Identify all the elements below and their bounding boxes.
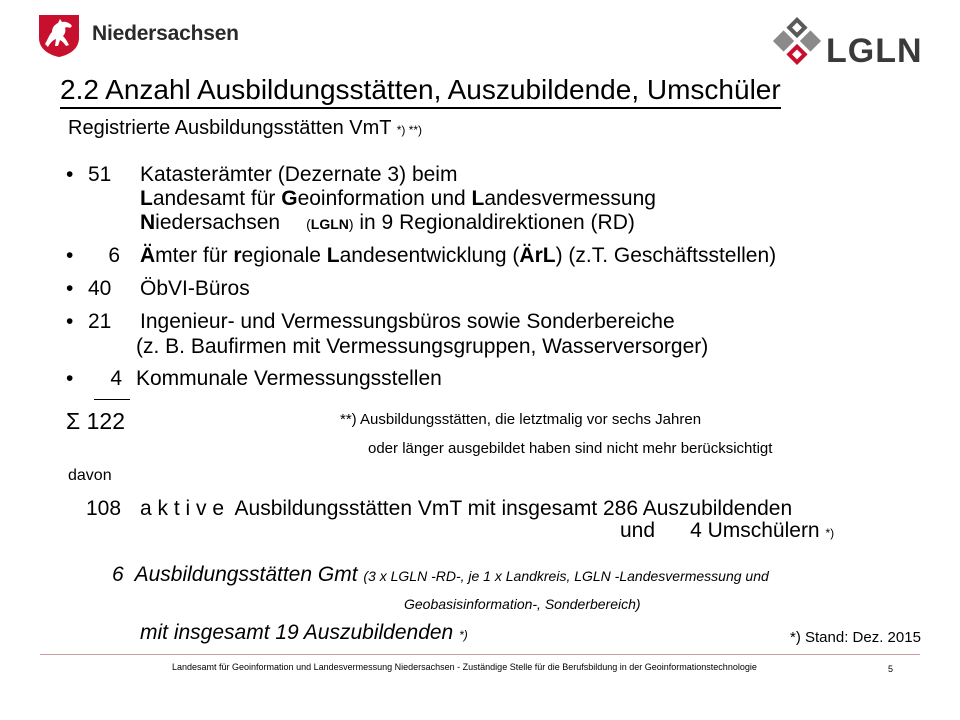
bold-letter: G: [281, 187, 298, 210]
active-umschueler: 4 Umschülern: [690, 519, 820, 542]
item-text: Ingenieur- und Vermessungsbüros sowie Sonderbereiche: [140, 310, 675, 333]
page-number: 5: [888, 664, 894, 674]
bold-letter: N: [140, 211, 156, 234]
bold-letter: Ä: [140, 244, 156, 267]
text-segment: andesentwicklung (: [339, 244, 520, 267]
text-segment: andesvermessung: [484, 187, 656, 210]
gmt-line: [112, 562, 769, 589]
item-text-line2: [140, 186, 656, 212]
gmt-detail: (3 x LGLN -RD-, je 1 x Landkreis, LGLN -Landesvermessung und: [363, 568, 769, 584]
slide-title: 2.2 Anzahl Ausbildungsstätten, Auszubildende, Umschüler: [60, 74, 781, 109]
bold-letter: L: [326, 244, 340, 267]
stand-note: *) Stand: Dez. 2015: [790, 629, 921, 646]
subtitle: [68, 116, 422, 142]
active-and: und: [620, 519, 656, 542]
text-segment: andesamt für: [152, 187, 282, 210]
paren-open: (: [306, 216, 311, 232]
item-number: 51: [88, 163, 112, 186]
active-description: Ausbildungsstätten VmT mit insgesamt 286 Auszubildenden: [234, 497, 793, 520]
bullet-dot: •: [66, 310, 74, 333]
gmt-trainees-text: mit insgesamt 19 Auszubildenden: [140, 621, 454, 644]
bold-abbrev: ÄrL: [519, 244, 556, 267]
bold-letter: r: [233, 244, 242, 267]
lgln-cube-logo-icon: [770, 14, 824, 68]
gmt-detail-line2: Geobasisinformation-, Sonderbereich): [404, 596, 641, 612]
lgln-logo-text: LGLN: [826, 32, 923, 70]
item-number: 40: [88, 277, 112, 300]
text-segment: eoinformation und: [297, 187, 472, 210]
active-marker: *): [825, 526, 835, 540]
subtitle-marker: *) **): [396, 123, 423, 137]
bullet-dot: •: [66, 367, 74, 390]
item-text: [140, 243, 776, 269]
paren-close: ): [348, 216, 354, 232]
bullet-dot: •: [66, 277, 74, 300]
abbrev-lgln: LGLN: [310, 216, 349, 232]
text-segment: egionale: [241, 244, 327, 267]
item-text-line3: [140, 210, 635, 237]
text-segment: mter für: [155, 244, 234, 267]
note-double-star: [340, 410, 701, 430]
active-line2: [620, 518, 834, 546]
subtitle-text: Registrierte Ausbildungsstätten VmT: [68, 117, 392, 139]
bold-letter: L: [471, 187, 485, 210]
brand-name: Niedersachsen: [92, 22, 239, 45]
sum-total: [66, 408, 125, 434]
gmt-marker: *): [459, 628, 468, 642]
text-segment: iedersachsen: [155, 211, 281, 234]
item-number: 4: [110, 367, 122, 390]
bullet-dot: •: [66, 163, 74, 186]
footer-text: Landesamt für Geoinformation und Landesvermessung Niedersachsen - Zuständige Stelle für die Berufsbildung in der Geoinformationstechnologie: [172, 662, 757, 672]
gmt-text: Ausbildungsstätten Gmt: [134, 563, 358, 586]
footer-divider: [40, 654, 920, 655]
item-text-line2: (z. B. Baufirmen mit Vermessungsgruppen, Wasserversorger): [136, 335, 709, 358]
item-text: ÖbVI-Büros: [140, 277, 250, 300]
bullet-dot: •: [66, 244, 74, 267]
text-segment: in 9 Regionaldirektionen (RD): [353, 211, 635, 234]
bold-letter: L: [140, 187, 153, 210]
davon-label: davon: [68, 467, 112, 484]
note-line1: Ausbildungsstätten, die letztmalig vor sechs Jahren: [360, 411, 702, 428]
niedersachsen-horse-logo-icon: [36, 12, 82, 58]
item-number: 6: [108, 244, 120, 267]
sum-value: 122: [86, 408, 125, 434]
note-line2: oder länger ausgebildet haben sind nicht mehr berücksichtigt: [368, 440, 773, 457]
text-segment: ) (z.T. Geschäftsstellen): [555, 244, 777, 267]
sum-underline: [94, 399, 130, 400]
note-marker: **): [340, 411, 357, 428]
gmt-number: 6: [112, 563, 124, 586]
item-number: 21: [88, 310, 112, 333]
gmt-trainees: [140, 620, 468, 648]
active-number: 108: [86, 497, 122, 520]
active-spaced-word: a k t i v e: [140, 497, 225, 520]
item-text: Kommunale Vermessungsstellen: [136, 367, 442, 390]
item-text: Katasterämter (Dezernate 3) beim: [140, 163, 458, 186]
sigma-symbol: Σ: [66, 408, 81, 434]
